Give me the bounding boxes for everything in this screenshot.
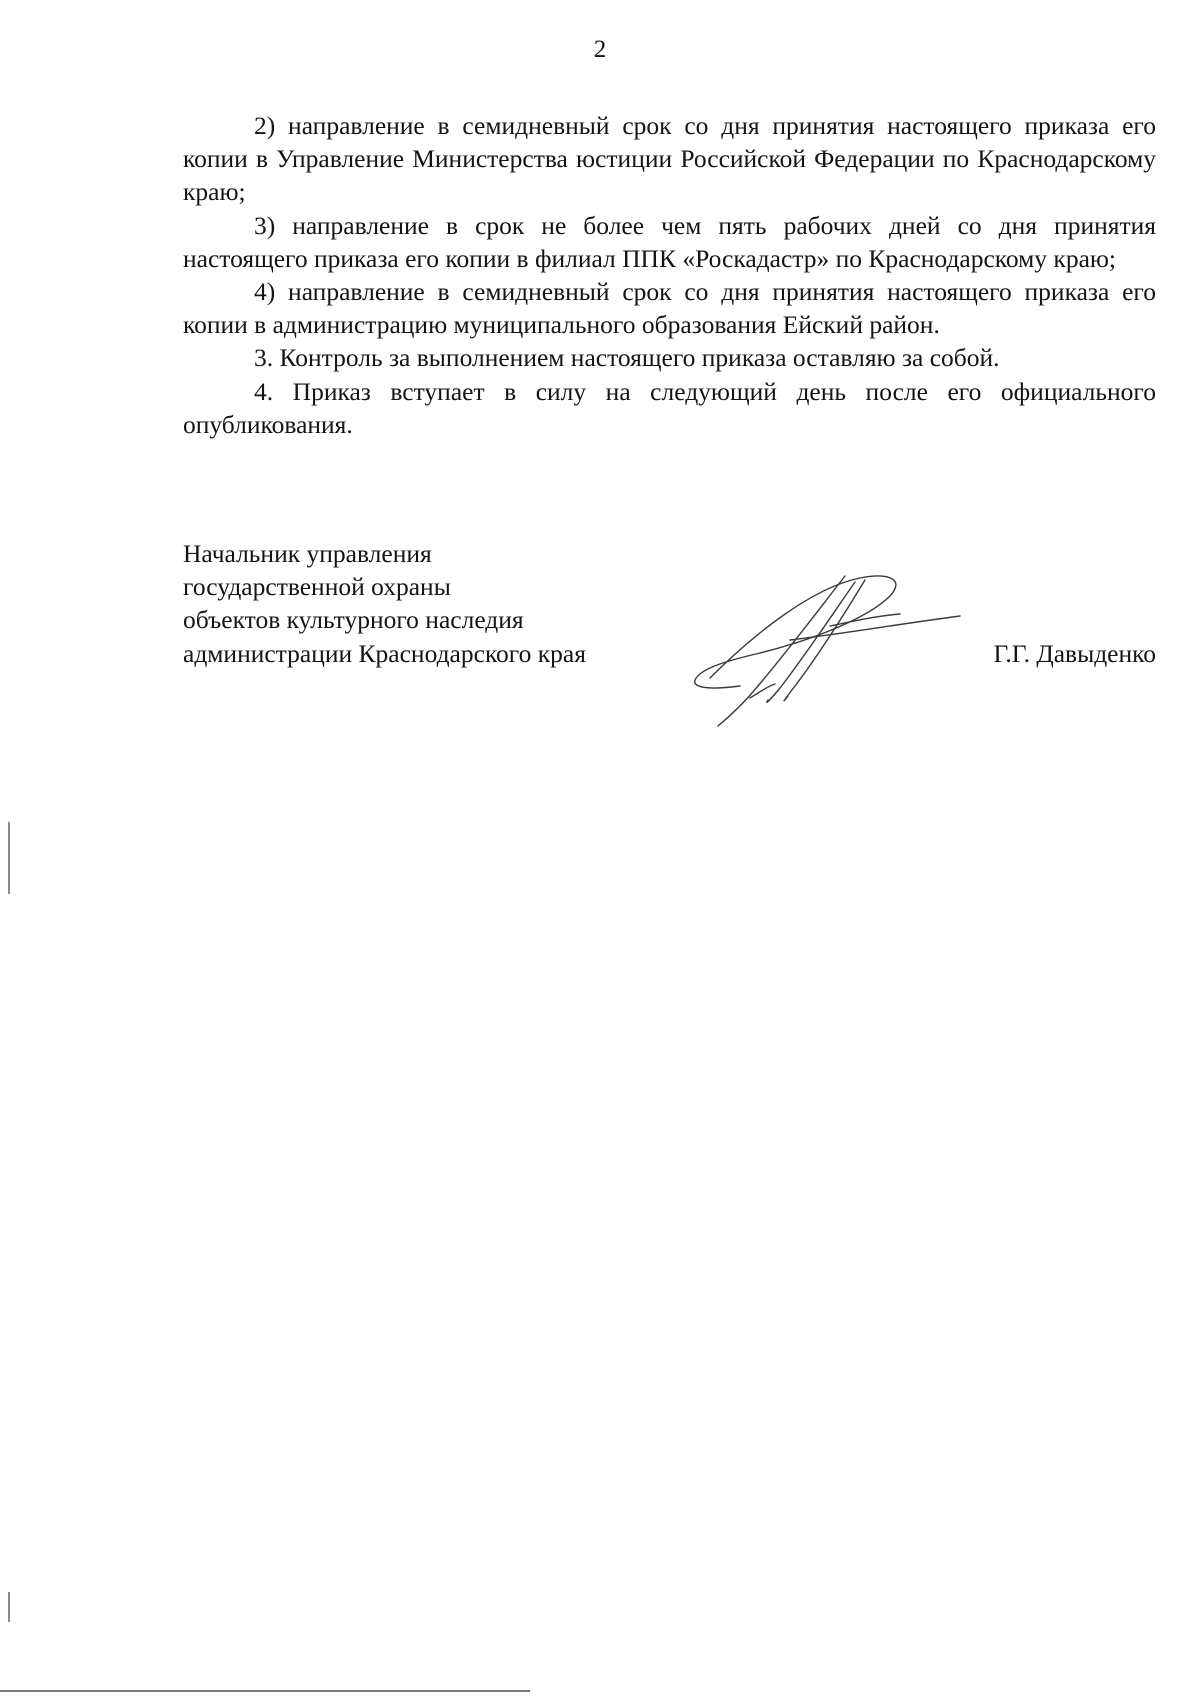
paragraph-clause-4: 4. Приказ вступает в силу на следующий день после его официального опубликования. xyxy=(183,376,1156,439)
signatory-title-line: государственной охраны xyxy=(183,572,451,602)
scan-artifact-line xyxy=(8,1592,10,1622)
scan-artifact-line xyxy=(0,1690,530,1692)
paragraph-item-2: 2) направление в семидневный срок со дня принятия настоящего приказа его копии в Управление Министерства юстиции Российской Федерации по Краснодарскому краю; xyxy=(183,111,1156,207)
handwritten-signature xyxy=(690,568,980,728)
signatory-title-line: объектов культурного наследия xyxy=(183,605,524,635)
signatory-title-line: администрации Краснодарского края xyxy=(183,638,586,668)
signatory-title xyxy=(183,537,586,670)
page-number: 2 xyxy=(593,36,607,63)
signatory-title-line: Начальник управления xyxy=(183,539,432,568)
scan-artifact-line xyxy=(8,822,10,894)
document-body xyxy=(183,109,1156,441)
paragraph-item-4: 4) направление в семидневный срок со дня принятия настоящего приказа его копии в администрацию муниципального образования Ейский район. xyxy=(183,277,1156,340)
paragraph-item-3: 3) направление в срок не более чем пять рабочих дней со дня принятия настоящего приказа его копии в филиал ППК «Роскадастр» по Краснодарскому краю; xyxy=(183,210,1156,273)
signature-block xyxy=(183,537,1156,707)
signatory-name: Г.Г. Давыденко xyxy=(993,638,1156,668)
paragraph-clause-3: 3. Контроль за выполнением настоящего приказа оставляю за собой. xyxy=(254,343,1000,373)
